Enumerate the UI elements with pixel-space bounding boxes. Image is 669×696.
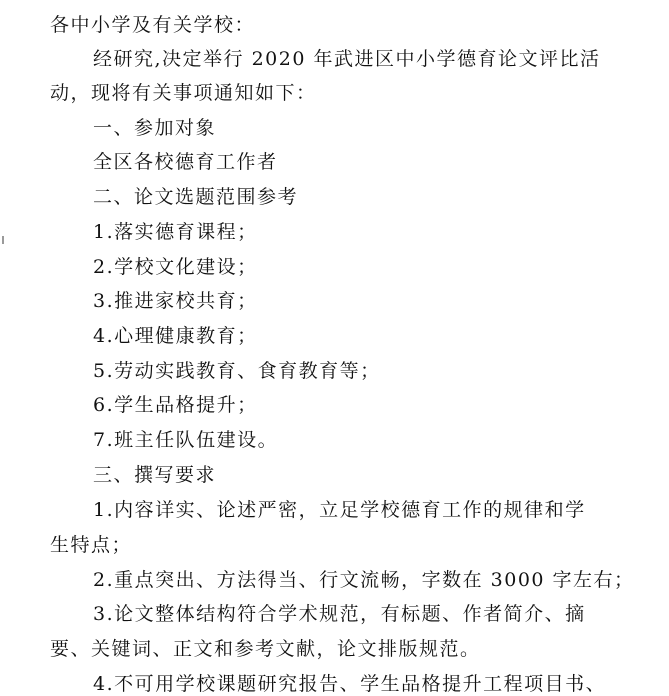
topic-item: 1.落实德育课程；: [93, 221, 258, 243]
requirement-3-line-1: 3.论文整体结构符合学术规范，有标题、作者简介、摘: [93, 603, 586, 625]
requirement-1-line-1: 1.内容详实、论述严密，立足学校德育工作的规律和学: [93, 499, 586, 521]
topic-item: 7.班主任队伍建设。: [93, 429, 279, 451]
section-2-heading: 二、论文选题范围参考: [93, 186, 299, 208]
topic-item: 5.劳动实践教育、食育教育等；: [93, 360, 381, 382]
requirement-2: 2.重点突出、方法得当、行文流畅，字数在 3000 字左右；: [93, 569, 635, 591]
intro-line-1: 经研究,决定举行 2020 年武进区中小学德育论文评比活: [93, 48, 601, 70]
section-3-heading: 三、撰写要求: [93, 464, 217, 486]
intro-line-2: 动，现将有关事项通知如下：: [50, 82, 317, 104]
topic-item: 4.心理健康教育；: [93, 325, 258, 347]
requirement-4-line-1: 4.不可用学校课题研究报告、学生品格提升工程项目书、: [93, 673, 607, 695]
requirement-3-line-2: 要、关键词、正文和参考文献，论文排版规范。: [50, 638, 481, 660]
topic-item: 2.学校文化建设；: [93, 256, 258, 278]
margin-mark: [2, 236, 4, 244]
requirement-1-line-2: 生特点；: [50, 534, 133, 556]
section-1-body: 全区各校德育工作者: [93, 151, 278, 173]
topic-item: 3.推进家校共育；: [93, 290, 258, 312]
section-1-heading: 一、参加对象: [93, 117, 217, 139]
topic-item: 6.学生品格提升；: [93, 394, 258, 416]
salutation: 各中小学及有关学校：: [50, 14, 256, 36]
